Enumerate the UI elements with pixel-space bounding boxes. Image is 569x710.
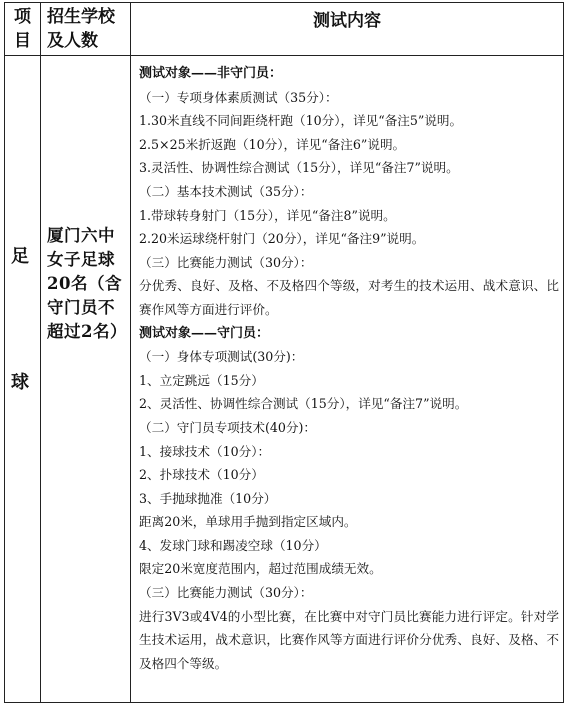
project-char-2: 球 xyxy=(11,372,29,393)
school-cell xyxy=(41,56,131,703)
header-school-label: 招生学校及人数 xyxy=(47,7,115,51)
content-line: 进行3V3或4V4的小型比赛，在比赛中对守门员比赛能力进行评定。针对学生技术运用，战术意识，比赛作风等方面进行评价分优秀、良好、及格、不及格四个等级。 xyxy=(139,608,559,671)
content-line: 距离20米，单球用手抛到指定区域内。 xyxy=(139,514,357,530)
project-cell xyxy=(5,56,41,703)
header-project xyxy=(5,3,41,56)
content-line: 1、立定跳远（15分） xyxy=(139,372,264,388)
content-line: 2.5×25米折返跑（10分），详见“备注6”说明。 xyxy=(139,136,406,152)
content-line: 限定20米宽度范围内，超过范围成绩无效。 xyxy=(139,561,382,577)
school-quota-text: 厦门六中女子足球20名（含守门员不超过2名） xyxy=(47,226,127,341)
content-line: 1.带球转身射门（15分），详见“备注8”说明。 xyxy=(139,207,396,223)
content-text-block xyxy=(131,56,563,675)
content-line: 2、灵活性、协调性综合测试（15分），详见“备注7”说明。 xyxy=(139,396,468,412)
content-line: 2、扑球技术（10分） xyxy=(139,467,264,483)
content-line: 4、发球门球和踢凌空球（10分） xyxy=(139,537,327,553)
header-content-label: 测试内容 xyxy=(313,11,381,31)
header-project-label: 项目 xyxy=(14,7,31,51)
content-line: 3、手抛球抛准（10分） xyxy=(139,490,277,506)
content-line: （二）守门员专项技术(40分)： xyxy=(139,419,316,435)
content-line: （三）比赛能力测试（30分）： xyxy=(139,254,313,270)
content-line: 2.20米运球绕杆射门（20分），详见“备注9”说明。 xyxy=(139,231,425,247)
body-row xyxy=(5,56,564,703)
content-line: 测试对象——守门员： xyxy=(139,325,270,341)
test-content-table xyxy=(4,2,564,703)
content-line: （一）身体专项测试(30分)： xyxy=(139,349,304,365)
content-line: 3.灵活性、协调性综合测试（15分），详见“备注7”说明。 xyxy=(139,160,459,176)
content-cell xyxy=(131,56,564,703)
content-line: 1、接球技术（10分）： xyxy=(139,443,271,459)
header-school xyxy=(41,3,131,56)
project-char-1: 足 xyxy=(11,246,29,267)
content-line: （三）比赛能力测试（30分）： xyxy=(139,585,313,601)
content-line: 测试对象——非守门员： xyxy=(139,66,283,81)
content-line: 分优秀、良好、及格、不及格四个等级，对考生的技术运用、战术意识、比赛作风等方面进行评价。 xyxy=(139,278,559,317)
content-line: （二）基本技术测试（35分）： xyxy=(139,183,313,199)
header-row xyxy=(5,3,564,56)
content-line: （一）专项身体素质测试（35分）： xyxy=(139,89,338,105)
header-content xyxy=(131,3,564,56)
content-line: 1.30米直线不同间距绕杆跑（10分），详见“备注5”说明。 xyxy=(139,113,463,129)
